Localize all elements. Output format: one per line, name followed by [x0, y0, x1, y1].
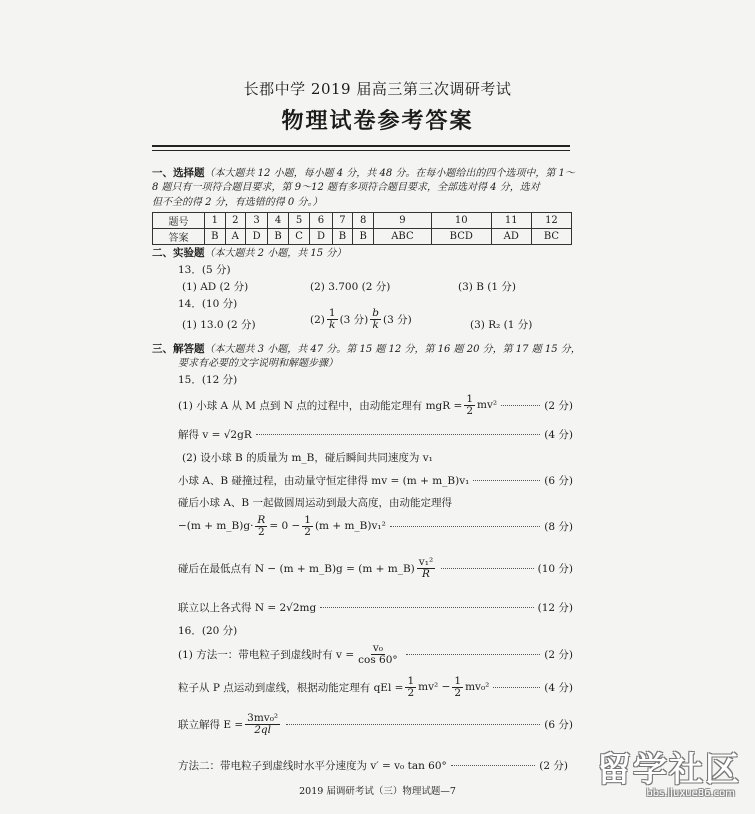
question-number: 12 [531, 213, 571, 229]
question-number: 11 [491, 213, 531, 229]
school-exam-title: 长郡中学 2019 届高三第三次调研考试 [243, 80, 512, 98]
watermark-logo [591, 742, 741, 806]
solution-line-5: 碰后小球 A、B 一起做圆周运动到最大高度，由动能定理得 [178, 496, 452, 509]
fraction: $\frac{R}{2}$ [257, 513, 266, 538]
title-rule-thick [152, 145, 570, 147]
fraction: $\frac{1}{2}$ [454, 674, 462, 699]
fraction: $\frac{1}{2}$ [407, 674, 415, 699]
leader-dots [441, 568, 533, 569]
q14-answer-1: (1) 13.0 (2 分) [182, 319, 256, 331]
watermark-url: bbs.liuxue86.com [646, 788, 735, 799]
answer-cell: B [353, 229, 374, 245]
section2-heading: 二、实验题（本大题共 2 小题，共 15 分） [152, 247, 347, 259]
leader-dots [473, 480, 540, 481]
solution-line-11: 联立解得 E = $\frac{\text{3mv₀²}}{2ql}$ (6 分) [178, 711, 573, 736]
points-label: (6 分) [544, 718, 573, 731]
solution-line-1: (1) 小球 A 从 M 点到 N 点的过程中，由动能定理有 mgR = $\frac{1}{2}$ mv² (2 分) [178, 392, 573, 417]
solution-line-6: −(m + m_B)g· $\frac{R}{2}$ = 0 − $\frac{1}{2}$ (m + m_B)v₁² (8 分) [178, 513, 573, 538]
question-number: 3 [245, 213, 267, 229]
question-number: 7 [332, 213, 353, 229]
q16-heading: 16．(20 分) [178, 625, 238, 637]
q15-heading: 15．(12 分) [178, 374, 238, 386]
solution-line-8: 联立以上各式得 N = 2√2mg (12 分) [178, 601, 573, 614]
question-number: 8 [353, 213, 374, 229]
section3-heading: 三、解答题（本大题共 3 小题，共 47 分。第 15 题 12 分，第 16 题 20 分，第 17 题 15 分， [152, 343, 581, 355]
section1-desc-line2: 8 题只有一项符合题目要求，第 9～12 题有多项符合题目要求，全部选对得 4 分，选对 [152, 182, 540, 193]
points-label: (4 分) [544, 428, 573, 441]
leader-dots [286, 724, 540, 725]
answer-cell: BCD [431, 229, 491, 245]
q13-answer-3: (3) B (1 分) [458, 281, 516, 293]
table-row-answers [153, 229, 572, 245]
section3-desc-line2: 要求有必要的文字说明和解题步骤） [178, 358, 338, 369]
question-number: 5 [288, 213, 309, 229]
table-row-numbers [153, 213, 572, 229]
solution-line-9: (1) 方法一：带电粒子到虚线时有 v = $\frac{\text{v₀}}{\cos 60^\circ}$ (2 分) [178, 641, 573, 666]
answer-cell: C [288, 229, 309, 245]
solution-line-12: 方法二：带电粒子到虚线时水平分速度为 v′ = v₀ tan 60° (2 分) [178, 759, 568, 772]
points-label: (12 分) [537, 601, 573, 614]
leader-dots [256, 434, 541, 435]
fraction: $\frac{1}{k}$ [328, 307, 336, 331]
q13-answer-2: (2) 3.700 (2 分) [310, 281, 391, 293]
leader-dots [320, 607, 533, 608]
title-rule-thin [152, 150, 570, 151]
points-label: (2 分) [544, 648, 573, 661]
leader-dots [406, 654, 541, 655]
leader-dots [493, 687, 540, 688]
fraction: $\frac{1}{2}$ [304, 513, 311, 538]
answer-cell: D [245, 229, 267, 245]
q14-answer-2: (2) $\frac{1}{k}$ (3 分) $\frac{b}{k}$ (3 分) [310, 307, 412, 331]
q13-heading: 13．(5 分) [178, 264, 231, 276]
table-row-label: 题号 [153, 213, 205, 229]
fraction: $\frac{\text{v₁²}}{R}$ [418, 555, 434, 580]
points-label: (8 分) [544, 520, 573, 533]
watermark-text: 留学社区 [597, 750, 741, 790]
answer-cell: AD [491, 229, 531, 245]
points-label: (2 分) [544, 399, 573, 412]
question-number: 2 [225, 213, 245, 229]
points-label: (6 分) [544, 474, 573, 487]
question-number: 6 [310, 213, 332, 229]
answer-table [152, 212, 572, 245]
fraction: $\frac{\text{v₀}}{\cos 60^\circ}$ [358, 641, 398, 666]
answer-cell: D [310, 229, 332, 245]
q14-answer-3: (3) R₂ (1 分) [470, 319, 533, 331]
question-number: 10 [431, 213, 491, 229]
solution-line-2: 解得 v = √2gR (4 分) [178, 428, 573, 441]
solution-line-7: 碰后在最低点有 N − (m + m_B)g = (m + m_B) $\frac{\text{v₁²}}{R}$ (10 分) [178, 555, 573, 580]
answer-cell: BC [531, 229, 571, 245]
section1-desc-line3: 但不全的得 2 分，有选错的得 0 分。） [152, 197, 323, 208]
leader-dots [501, 405, 540, 406]
answer-cell: ABC [373, 229, 431, 245]
section1-heading: 一、选择题（本大题共 12 小题，每小题 4 分，共 48 分。在每小题给出的四个选项中，第 1～ [152, 167, 575, 179]
question-number: 4 [268, 213, 289, 229]
fraction: $\frac{\text{3mv₀²}}{2ql}$ [247, 711, 279, 736]
solution-line-3: (2) 设小球 B 的质量为 m_B，碰后瞬间共同速度为 v₁ [182, 451, 433, 464]
subject-title: 物理试卷参考答案 [281, 108, 474, 134]
solution-line-10: 粒子从 P 点运动到虚线，根据动能定理有 qEl = $\frac{1}{2}$ mv² − $\frac{1}{2}$ mv₀² (4 分) [178, 674, 573, 699]
page-footer: 2019 届调研考试（三）物理试题—7 [299, 786, 456, 797]
fraction: $\frac{b}{k}$ [372, 307, 380, 331]
q14-heading: 14．(10 分) [178, 298, 238, 310]
answer-cell: B [332, 229, 353, 245]
table-row-label: 答案 [153, 229, 205, 245]
question-number: 9 [373, 213, 431, 229]
leader-dots [451, 765, 535, 766]
answer-cell: B [204, 229, 225, 245]
fraction: $\frac{1}{2}$ [466, 392, 474, 417]
points-label: (10 分) [537, 562, 573, 575]
points-label: (2 分) [539, 759, 568, 772]
solution-line-4: 小球 A、B 碰撞过程，由动量守恒定律得 mv = (m + m_B)v₁ (6 分) [178, 474, 573, 487]
leader-dots [390, 526, 540, 527]
points-label: (4 分) [544, 681, 573, 694]
question-number: 1 [204, 213, 225, 229]
q13-answer-1: (1) AD (2 分) [182, 281, 249, 293]
answer-cell: B [268, 229, 289, 245]
answer-cell: A [225, 229, 245, 245]
